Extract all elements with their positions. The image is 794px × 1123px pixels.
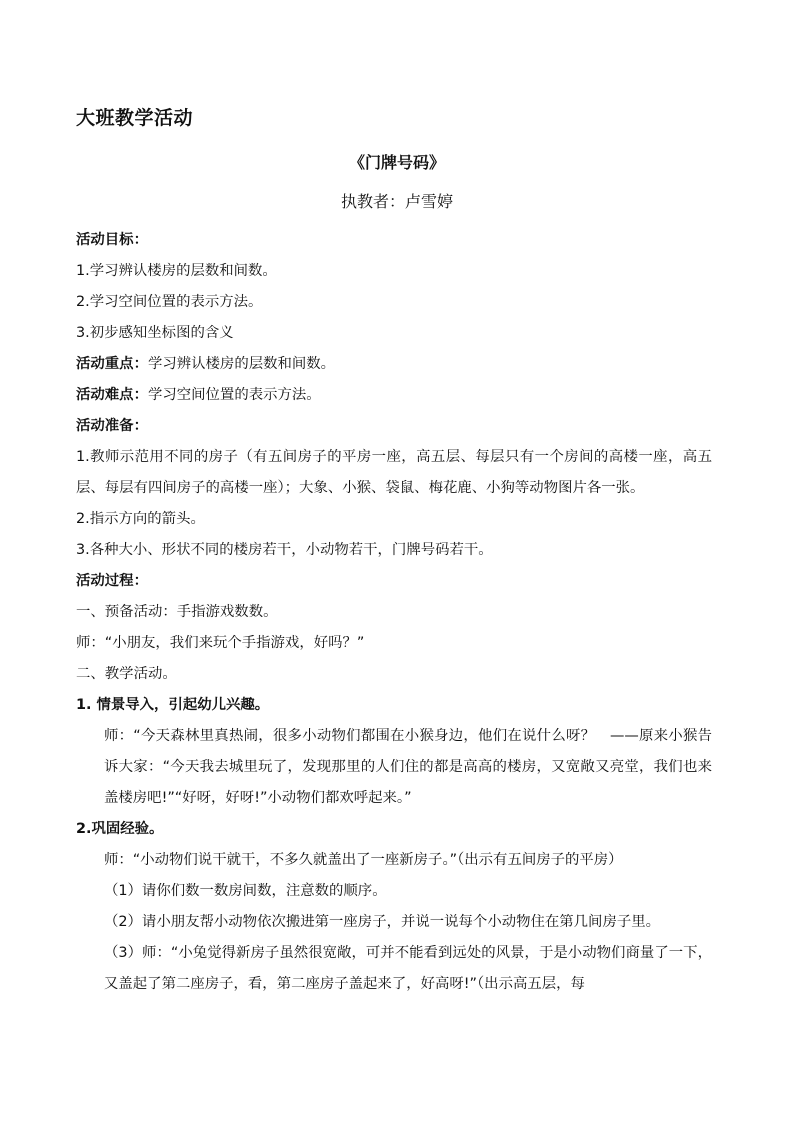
difficulty-label: 活动难点： — [76, 387, 148, 403]
lesson-title: 《门牌号码》 — [348, 153, 445, 172]
process-step: 二、教学活动。 — [76, 666, 177, 682]
prep-item: 3.各种大小、形状不同的楼房若干，小动物若干，门牌号码若干。 — [76, 542, 493, 558]
goal-item: 3.初步感知坐标图的含义 — [76, 325, 234, 341]
difficulty-text: 学习空间位置的表示方法。 — [147, 387, 321, 403]
process-label: 活动过程： — [76, 573, 148, 589]
teacher-line: 执教者：卢雪婷 — [340, 192, 453, 211]
key-text: 学习辨认楼房的层数和间数。 — [147, 356, 336, 372]
subsection-item: （2）请小朋友帮小动物依次搬进第一座房子，并说一说每个小动物住在第几间房子里。 — [104, 914, 661, 930]
subsection-item: （1）请你们数一数房间数，注意数的顺序。 — [104, 883, 387, 899]
document-heading: 大班教学活动 — [76, 107, 194, 129]
subsection-text: 师：“小动物们说干就干，不多久就盖出了一座新房子。”（出示有五间房子的平房） — [104, 852, 623, 868]
key-point — [76, 349, 712, 380]
process-step: 一、预备活动：手指游戏数数。 — [76, 604, 278, 620]
process-dialog: 师：“小朋友，我们来玩个手指游戏，好吗？” — [76, 635, 365, 651]
document-body — [76, 225, 712, 1000]
subsection-title: 2.巩固经验。 — [76, 821, 164, 837]
key-label: 活动重点： — [76, 356, 148, 372]
subsection-text: 师：“今天森林里真热闹，很多小动物们都围在小猴身边，他们在说什么呀？ ——原来小猴告诉大家：“今天我去城里玩了，发现那里的人们住的都是高高的楼房，又宽敞又亮堂，我们也来盖楼房吧!”“好呀，好呀!”小动物们都欢呼起来。” — [104, 728, 712, 806]
goal-item: 2.学习空间位置的表示方法。 — [76, 294, 263, 310]
goal-item: 1.学习辨认楼房的层数和间数。 — [76, 263, 277, 279]
goals-label: 活动目标： — [76, 232, 148, 248]
prep-label: 活动准备： — [76, 418, 148, 434]
subsection-title: 1. 情景导入，引起幼儿兴趣。 — [76, 697, 270, 713]
prep-item: 2.指示方向的箭头。 — [76, 511, 205, 527]
difficulty-point — [76, 380, 712, 411]
prep-item: 1.教师示范用不同的房子（有五间房子的平房一座，高五层、每层只有一个房间的高楼一座，高五层、每层有四间房子的高楼一座）；大象、小猴、袋鼠、梅花鹿、小狗等动物图片各一张。 — [76, 449, 712, 496]
subsection-item: （3）师：“小兔觉得新房子虽然很宽敞，可并不能看到远处的风景，于是小动物们商量了一下，又盖起了第二座房子，看，第二座房子盖起来了，好高呀!”（出示高五层，每 — [104, 945, 712, 992]
